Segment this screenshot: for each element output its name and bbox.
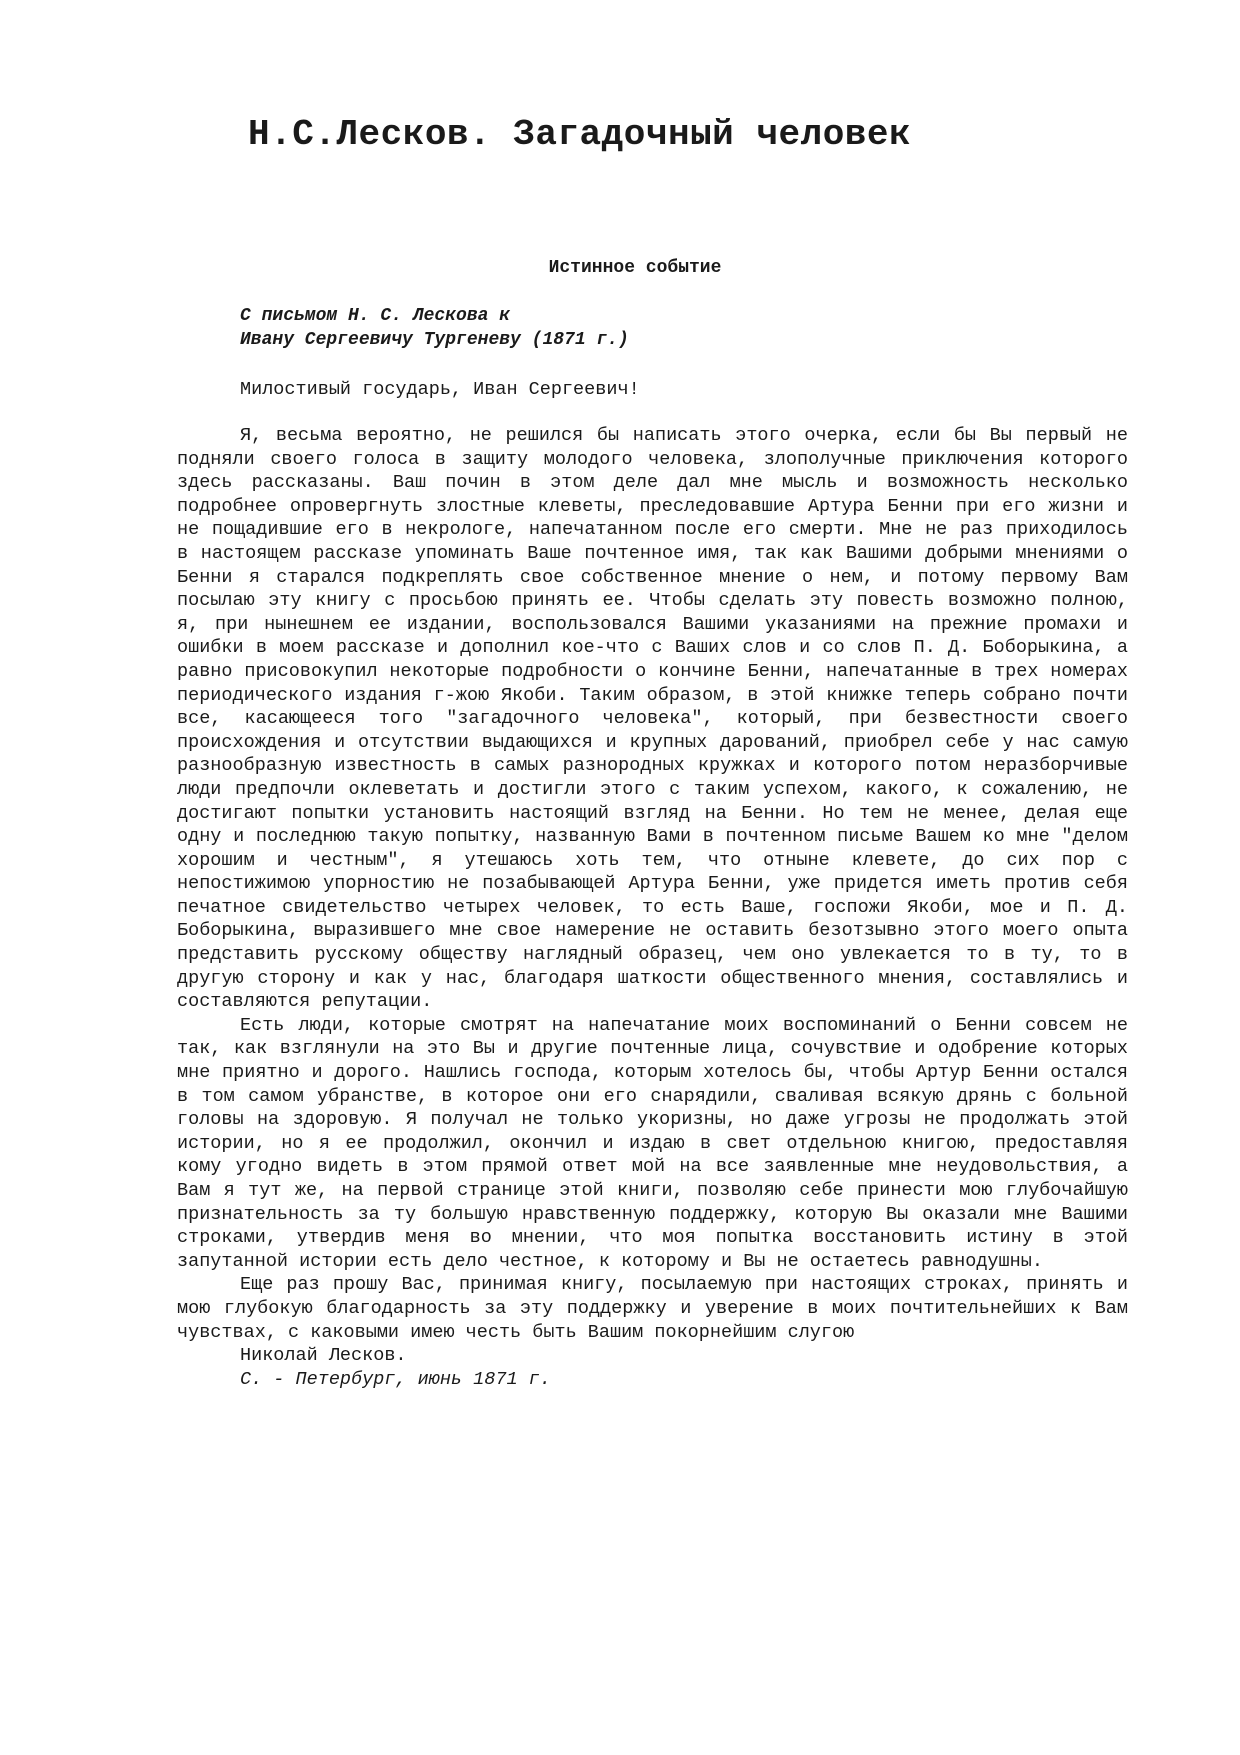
place-date: С. - Петербург, июнь 1871 г. xyxy=(240,1368,551,1390)
signature: Николай Лесков. xyxy=(240,1345,407,1367)
subtitle: Истинное событие xyxy=(548,258,722,278)
salutation: Милостивый государь, Иван Сергеевич! xyxy=(240,379,640,400)
paragraph: Я, весьма вероятно, не решился бы написать этого очерка, если бы Вы первый не подняли своего голоса в защиту молодого человека, злополучные приключения которого здесь рассказаны. Ваш почин в этом деле дал мне мысль и возможность несколько подробнее опровергнуть злостные клеветы, преследовавшие Артура Бенни при его жизни и не пощадившие его в некрологе, напечатанном после его смерти. Мне не раз приходилось в настоящем рассказе упоминать Ваше почтенное имя, так как Вашими добрыми мнениями о Бенни я старался подкреплять свое собственное мнение о нем, и потому первому Вам посылаю эту книгу с просьбою принять ее. Чтобы сделать эту повесть возможно полною, я, при нынешнем ее издании, воспользовался Вашими указаниями на прежние промахи и ошибки в моем рассказе и дополнил кое-что с Ваших слов и со слов П. Д. Боборыкина, а равно присовокупил некоторые подробности о кончине Бенни, напечатанные в трех номерах периодического издания г-жою Якоби. Таким образом, в этой книжке теперь собрано почти все, касающееся того "загадочного человека", который, при безвестности своего происхождения и отсутствии выдающихся и крупных дарований, приобрел себе у нас самую разнообразную известность в самых разнородных кружках и которого потом неразборчивые люди предпочли оклеветать и достигли этого с таким успехом, какого, к сожалению, не достигают попытки установить настоящий взгляд на Бенни. Но тем не менее, делая еще одну и последнюю такую попытку, названную Вами в почтенном письме Вашем ко мне "делом хорошим и честным", я утешаюсь хоть тем, что отныне клевете, до сих пор с непостижимою упорностию не позабывающей Артура Бенни, уже придется иметь против себя печатное свидетельство четырех человек, то есть Ваше, госпожи Якоби, мое и П. Д. Боборыкина, выразившего мне свое намерение не оставить безотзывно этого моего опыта представить русскому обществу наглядный образец, чем оно увлекается то в ту, то в другую сторону и как у нас, благодаря шаткости общественного мнения, составлялись и составляются репутации. xyxy=(177,425,1128,1013)
epigraph xyxy=(240,304,629,352)
epigraph-line: Ивану Сергеевичу Тургеневу (1871 г.) xyxy=(240,330,629,350)
epigraph-line: С письмом Н. С. Лескова к xyxy=(240,306,511,326)
page-title: Н.С.Лесков. Загадочный человек xyxy=(248,114,912,155)
letter-body xyxy=(177,424,1128,1391)
paragraph: Еще раз прошу Вас, принимая книгу, посылаемую при настоящих строках, принять и мою глубокую благодарность за эту поддержку и уверение в моих почтительнейших к Вам чувствах, с каковыми имею честь быть Вашим покорнейшим слугою xyxy=(177,1274,1128,1343)
paragraph: Есть люди, которые смотрят на напечатание моих воспоминаний о Бенни совсем не так, как взглянули на это Вы и другие почтенные лица, сочувствие и одобрение которых мне приятно и дорого. Нашлись господа, которым хотелось бы, чтобы Артур Бенни остался в том самом убранстве, в которое они его снарядили, сваливая всякую дрянь с больной головы на здоровую. Я получал не только укоризны, но даже угрозы не продолжать этой истории, но я ее продолжил, окончил и издаю в свет отдельною книгою, предоставляя кому угодно видеть в этом прямой ответ мой на все заявленные мне неудовольствия, а Вам я тут же, на первой странице этой книги, позволяю себе принести мою глубочайшую признательность за ту большую нравственную поддержку, которую Вы оказали мне Вашими строками, утвердив меня во мнении, что моя попытка восстановить истину в этой запутанной истории есть дело честное, к которому и Вы не остаетесь равнодушны. xyxy=(177,1014,1128,1272)
